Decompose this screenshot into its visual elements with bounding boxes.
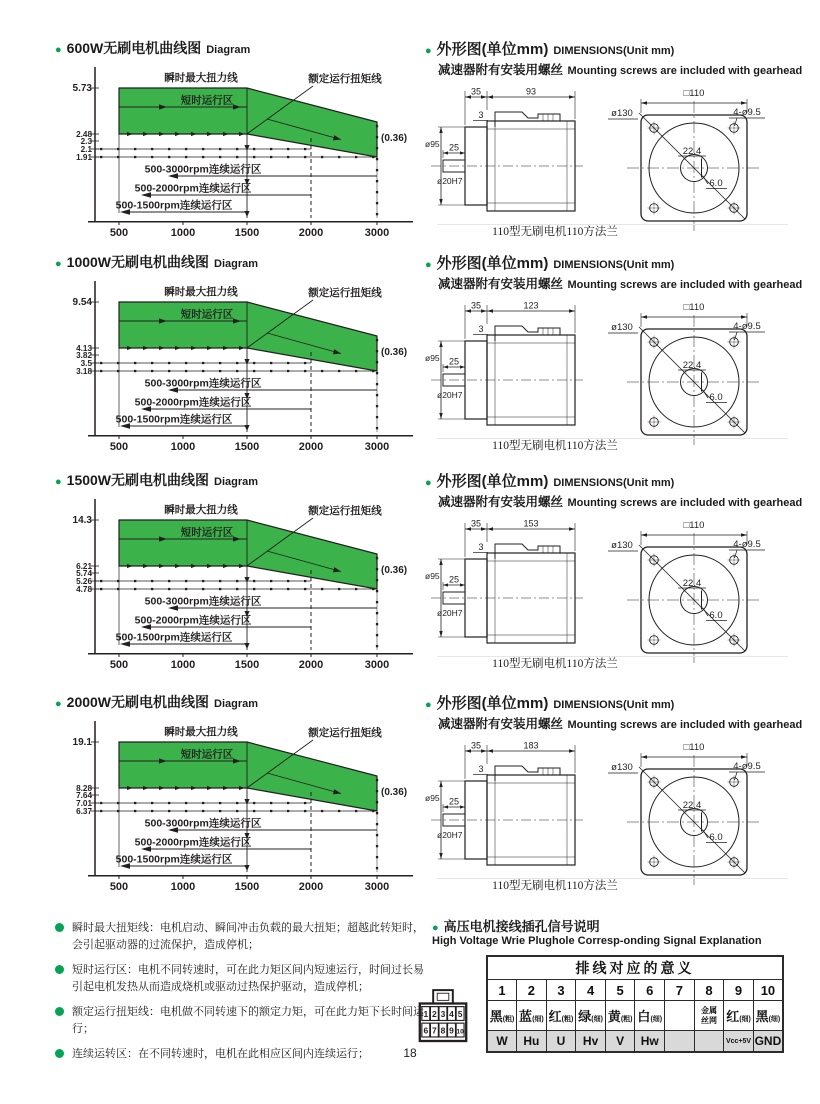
dimensions-title-en: DIMENSIONS(Unit mm) [553, 259, 675, 271]
x-axis-tick-label: 3000 [364, 659, 390, 671]
chart-title: 2000W无刷电机曲线图 [66, 694, 210, 710]
dimensions-block [425, 470, 803, 675]
dimensions-title-en: DIMENSIONS(Unit mm) [553, 699, 675, 711]
y-axis-level-label: 5.74 [76, 568, 92, 578]
signal-cell: W [487, 1031, 517, 1053]
dim-bolt-circle: ø130 [611, 540, 633, 551]
green-bullet-icon: ● [425, 699, 432, 711]
chart-title: 600W无刷电机曲线图 [66, 40, 202, 56]
pin-number-cell: 1 [487, 980, 517, 1001]
chart-section-header [55, 692, 420, 712]
y-axis-level-label: 3.5 [80, 358, 92, 368]
dim-shaft-length: 25 [448, 796, 460, 807]
chart-title: 1500W无刷电机曲线图 [66, 472, 210, 488]
dim-plate: 3 [478, 542, 484, 552]
y-axis-level-label: 6.37 [76, 806, 92, 816]
rated-torque-label: 额定运行扭矩线 [308, 287, 382, 299]
wire-color-text: 黑 [755, 1009, 769, 1024]
pin-number-cell: 10 [753, 980, 783, 1001]
signal-table [486, 955, 784, 1053]
x-axis-tick-label: 1500 [234, 881, 260, 893]
zone-label: 500-2000rpm连续运行区 [134, 182, 252, 195]
y-axis-level-label: 2.3 [80, 136, 92, 146]
y-axis-peak-label: 5.73 [72, 83, 92, 94]
y-axis-level-label: 8.28 [76, 783, 92, 793]
note-item [55, 962, 431, 995]
chart-title-en: Diagram [214, 476, 259, 488]
chart-block [55, 38, 420, 243]
dim-key-depth: 6.0 [709, 610, 723, 621]
wire-size-text: (细) [739, 1016, 751, 1023]
signal-cell: V [605, 1031, 635, 1053]
chart-section-header [55, 252, 420, 272]
x-axis-tick-label: 500 [109, 441, 129, 453]
dim-flange-square: □110 [683, 88, 705, 99]
dim-bolt-circle: ø130 [611, 322, 633, 333]
dimension-drawing [425, 297, 785, 447]
signal-cell: Hw [635, 1031, 665, 1053]
drawing-caption: 110型无刷电机110方法兰 [492, 440, 618, 452]
dim-mount-holes: 4-ø9.5 [733, 107, 761, 118]
wire-color-text: 红 [726, 1009, 740, 1024]
y-axis-level-label: 3.82 [76, 350, 92, 360]
note-item [55, 1004, 431, 1037]
dimension-drawing [425, 515, 785, 665]
chart-title-en: Diagram [206, 44, 251, 56]
green-bullet-icon: ● [55, 476, 62, 488]
dimensions-subtitle-cn: 减速器附有安装用螺丝 [438, 495, 564, 509]
zone-label: 500-3000rpm连续运行区 [144, 163, 262, 176]
signal-cell: GND [753, 1031, 783, 1053]
y-axis-level-label: 4.78 [76, 584, 92, 594]
dim-motor-length: 93 [525, 86, 537, 97]
table-title-row [487, 956, 783, 980]
section-row [55, 470, 803, 675]
dimensions-title: 外形图(单位mm) [436, 695, 549, 712]
wire-color-text: 绿 [578, 1009, 592, 1024]
dim-body-diameter: ø95 [425, 793, 440, 803]
signal-title-en: High Voltage Wrie Plughole Corresp-onding Signal Explanation [432, 935, 762, 947]
dimensions-subtitle-en: Mounting screws are included with gearhead [567, 65, 803, 77]
dim-mount-holes: 4-ø9.5 [733, 761, 761, 772]
pin-number-cell: 5 [605, 980, 635, 1001]
torque-speed-chart [55, 61, 420, 243]
x-axis-tick-label: 3000 [364, 881, 390, 893]
pin-number-cell: 6 [635, 980, 665, 1001]
dim-gear-length: 35 [470, 518, 482, 529]
y-axis-level-label: 2.48 [76, 129, 92, 139]
wire-color-cell [694, 1001, 724, 1031]
signal-section [418, 916, 798, 1053]
zone-label: 500-3000rpm连续运行区 [144, 595, 262, 608]
short-time-zone-label: 短时运行区 [180, 308, 234, 321]
x-axis-tick-label: 3000 [364, 441, 390, 453]
dimensions-block [425, 38, 803, 243]
x-axis-tick-label: 500 [109, 881, 129, 893]
signal-table-body [487, 956, 783, 1052]
wire-color-cell [576, 1001, 606, 1031]
green-bullet-icon: ● [55, 258, 62, 270]
dim-flange-square: □110 [683, 302, 705, 313]
pin-number-row [487, 980, 783, 1001]
dim-gear-length: 35 [470, 740, 482, 751]
chart-block [55, 470, 420, 675]
wire-color-cell [635, 1001, 665, 1031]
dimensions-subtitle-cn: 减速器附有安装用螺丝 [438, 277, 564, 291]
dim-gear-length: 35 [470, 86, 482, 97]
signal-cell: Hu [517, 1031, 547, 1053]
dimensions-subtitle [438, 274, 803, 293]
chart-section-header [55, 38, 420, 58]
dim-motor-length: 153 [523, 518, 539, 529]
dim-key-depth: 6.0 [709, 392, 723, 403]
y-axis-level-label: 2.1 [80, 144, 92, 154]
dimensions-subtitle-en: Mounting screws are included with gearhead [567, 719, 803, 731]
dimensions-subtitle [438, 60, 803, 79]
x-axis-tick-label: 2000 [298, 659, 324, 671]
pin-number-cell: 9 [724, 980, 754, 1001]
green-bullet-icon: ● [425, 259, 432, 271]
wire-color-text: 黄 [607, 1009, 621, 1024]
x-axis-tick-label: 2000 [298, 227, 324, 239]
wire-size-text: (粗) [620, 1016, 633, 1023]
x-axis-tick-label: 1500 [234, 227, 260, 239]
dim-flange-square: □110 [683, 520, 705, 531]
signal-table-wrap [418, 955, 798, 1053]
green-bullet-icon: ● [425, 45, 432, 57]
signal-cell: U [546, 1031, 576, 1053]
dimensions-title: 外形图(单位mm) [436, 41, 549, 58]
dimensions-title: 外形图(单位mm) [436, 473, 549, 490]
connector-pin-number: 2 [432, 1008, 437, 1019]
wire-color-cell [665, 1001, 695, 1031]
dimensions-subtitle-en: Mounting screws are included with gearhead [567, 497, 803, 509]
dim-motor-length: 123 [523, 300, 539, 311]
green-bullet-icon: ● [425, 477, 432, 489]
signal-header [432, 916, 798, 935]
zone-label: 500-2000rpm连续运行区 [134, 836, 252, 849]
connector-pin-number: 4 [449, 1008, 454, 1019]
dim-body-diameter: ø95 [425, 139, 440, 149]
wire-color-text: 蓝 [519, 1009, 533, 1024]
dimensions-block [425, 692, 803, 897]
dim-key: 22.4 [682, 578, 702, 589]
wire-color-cell [546, 1001, 576, 1031]
dim-body-diameter: ø95 [425, 571, 440, 581]
dim-shaft-diameter: ø20H7 [437, 608, 463, 618]
zone-label: 500-1500rpm连续运行区 [115, 199, 233, 212]
drawing-caption: 110型无刷电机110方法兰 [492, 658, 618, 670]
zone-label: 500-3000rpm连续运行区 [144, 817, 262, 830]
wire-size-text: (细) [591, 1016, 603, 1023]
max-torque-label: 瞬时最大扭力线 [164, 72, 238, 84]
pin-number-cell: 4 [576, 980, 606, 1001]
wire-size-text: (细) [532, 1016, 544, 1023]
connector-plug-icon [418, 988, 468, 1044]
wire-color-cell [487, 1001, 517, 1031]
dimensions-header [425, 692, 790, 713]
y-axis-level-label: 5.26 [76, 576, 92, 586]
wire-color-text: 金属丝网 [700, 1006, 717, 1025]
chart-section-header [55, 470, 420, 490]
wire-size-text: (粗) [561, 1016, 574, 1023]
pin-number-cell: 3 [546, 980, 576, 1001]
section-row [55, 692, 803, 897]
section-separator [437, 878, 788, 879]
dimensions-title-en: DIMENSIONS(Unit mm) [553, 45, 675, 57]
dimensions-header [425, 252, 790, 273]
y-axis-peak-label: 14.3 [72, 515, 92, 526]
dimension-drawing [425, 737, 785, 887]
note-text: 短时运行区：电机不同转速时，可在此力矩区间内短速运行，时间过长易引起电机发热从而造成烧机或驱动过热保护驱动，造成停机； [72, 964, 424, 993]
section-separator [437, 224, 788, 225]
wire-size-text: (细) [650, 1016, 663, 1023]
rated-torque-label: 额定运行扭矩线 [308, 727, 382, 739]
dimensions-subtitle [438, 492, 803, 511]
connector-pin-number: 8 [440, 1025, 446, 1036]
dimensions-block [425, 252, 803, 457]
dim-key-depth: 6.0 [709, 178, 723, 189]
y-axis-peak-label: 9.54 [72, 297, 92, 308]
dim-motor-length: 183 [523, 740, 539, 751]
rated-torque-label: 额定运行扭矩线 [308, 73, 382, 85]
connector-pin-number: 5 [457, 1008, 463, 1019]
chart-title-en: Diagram [214, 258, 259, 270]
note-text: 额定运行扭矩线：电机做不同转速下的额定力矩，可在此力矩下长时间运行； [72, 1006, 424, 1035]
zone-label: 500-2000rpm连续运行区 [134, 614, 252, 627]
chart-block [55, 692, 420, 897]
dim-key: 22.4 [682, 146, 702, 157]
y-axis-level-label: 6.21 [76, 561, 92, 571]
section-row [55, 38, 803, 243]
zone-label: 500-2000rpm连续运行区 [134, 396, 252, 409]
x-axis-tick-label: 1000 [170, 441, 196, 453]
dim-plate: 3 [478, 324, 484, 334]
y-axis-level-label: 1.91 [76, 152, 92, 162]
dimension-drawing [425, 83, 785, 233]
pin-number-cell: 7 [665, 980, 695, 1001]
torque-speed-chart [55, 715, 420, 897]
dimensions-subtitle-cn: 减速器附有安装用螺丝 [438, 717, 564, 731]
green-bullet-icon: ● [55, 44, 62, 56]
drawing-caption: 110型无刷电机110方法兰 [492, 226, 618, 238]
dim-mount-holes: 4-ø9.5 [733, 539, 761, 550]
dimensions-title: 外形图(单位mm) [436, 255, 549, 272]
wire-color-text: 白 [637, 1009, 651, 1024]
dim-shaft-length: 25 [448, 142, 460, 153]
connector-pin-number: 6 [423, 1025, 429, 1036]
dimensions-title-en: DIMENSIONS(Unit mm) [553, 477, 675, 489]
signal-title: 高压电机接线插孔信号说明 [443, 919, 600, 934]
table-title: 排线对应的意义 [487, 956, 783, 980]
wire-color-cell [605, 1001, 635, 1031]
x-axis-tick-label: 1500 [234, 659, 260, 671]
dim-key-depth: 6.0 [709, 832, 723, 843]
pin-number-cell: 2 [517, 980, 547, 1001]
wire-color-text: 黑 [489, 1009, 503, 1024]
torque-speed-chart [55, 275, 420, 457]
short-time-zone-label: 短时运行区 [180, 94, 234, 107]
dim-bolt-circle: ø130 [611, 762, 633, 773]
end-torque-label: (0.36) [381, 787, 408, 798]
note-bullet-icon [55, 1007, 64, 1016]
dim-flange-square: □110 [683, 742, 705, 753]
dim-shaft-diameter: ø20H7 [437, 176, 463, 186]
x-axis-tick-label: 1000 [170, 227, 196, 239]
dim-bolt-circle: ø130 [611, 108, 633, 119]
wire-color-cell [517, 1001, 547, 1031]
dimensions-header [425, 38, 790, 59]
zone-label: 500-1500rpm连续运行区 [115, 853, 233, 866]
dim-mount-holes: 4-ø9.5 [733, 321, 761, 332]
wire-color-text: 红 [548, 1009, 562, 1024]
wire-color-row [487, 1001, 783, 1031]
dim-shaft-diameter: ø20H7 [437, 830, 463, 840]
dimensions-header [425, 470, 790, 491]
connector-pin-number: 9 [449, 1025, 454, 1036]
signal-cell: Hv [576, 1031, 606, 1053]
drawing-caption: 110型无刷电机110方法兰 [492, 880, 618, 892]
dim-key: 22.4 [682, 360, 702, 371]
connector-pin-number: 10 [456, 1028, 464, 1036]
wire-color-cell [724, 1001, 754, 1031]
connector-plug [418, 988, 468, 1044]
zone-label: 500-3000rpm连续运行区 [144, 377, 262, 390]
dim-shaft-length: 25 [448, 356, 460, 367]
pin-number-cell: 8 [694, 980, 724, 1001]
chart-block [55, 252, 420, 457]
chart-title-en: Diagram [214, 698, 259, 710]
dim-key: 22.4 [682, 800, 702, 811]
end-torque-label: (0.36) [381, 133, 408, 144]
x-axis-tick-label: 1000 [170, 659, 196, 671]
x-axis-tick-label: 500 [109, 659, 129, 671]
note-text: 瞬时最大扭矩线：电机启动、瞬间冲击负载的最大扭矩；超越此转矩时，会引起驱动器的过流保护，造成停机； [72, 922, 424, 951]
page-number: 18 [403, 1046, 417, 1060]
dim-gear-length: 35 [470, 300, 482, 311]
zone-label: 500-1500rpm连续运行区 [115, 413, 233, 426]
y-axis-level-label: 4.13 [76, 343, 92, 353]
y-axis-level-label: 7.01 [76, 798, 92, 808]
y-axis-peak-label: 19.1 [72, 737, 92, 748]
section-row [55, 252, 803, 457]
max-torque-label: 瞬时最大扭力线 [164, 286, 238, 298]
green-bullet-icon: ● [432, 922, 439, 934]
connector-pin-number: 7 [432, 1025, 437, 1036]
signal-cell: Vcc+5V [724, 1031, 754, 1053]
chart-title: 1000W无刷电机曲线图 [66, 254, 210, 270]
x-axis-tick-label: 500 [109, 227, 129, 239]
short-time-zone-label: 短时运行区 [180, 526, 234, 539]
x-axis-tick-label: 1500 [234, 441, 260, 453]
wire-color-cell [753, 1001, 783, 1031]
max-torque-label: 瞬时最大扭力线 [164, 504, 238, 516]
connector-pin-number: 1 [423, 1008, 429, 1019]
green-bullet-icon: ● [55, 698, 62, 710]
x-axis-tick-label: 2000 [298, 441, 324, 453]
note-item [55, 920, 431, 953]
max-torque-label: 瞬时最大扭力线 [164, 726, 238, 738]
x-axis-tick-label: 1000 [170, 881, 196, 893]
dim-shaft-length: 25 [448, 574, 460, 585]
dimensions-subtitle-cn: 减速器附有安装用螺丝 [438, 63, 564, 77]
note-bullet-icon [55, 965, 64, 974]
zone-label: 500-1500rpm连续运行区 [115, 631, 233, 644]
x-axis-tick-label: 2000 [298, 881, 324, 893]
note-text: 连续运转区：在不同转速时，电机在此相应区间内连续运行； [72, 1048, 369, 1060]
end-torque-label: (0.36) [381, 565, 408, 576]
section-separator [437, 438, 788, 439]
end-torque-label: (0.36) [381, 347, 408, 358]
torque-speed-chart [55, 493, 420, 675]
note-bullet-icon [55, 923, 64, 932]
dim-body-diameter: ø95 [425, 353, 440, 363]
connector-pin-number: 3 [440, 1008, 446, 1019]
section-separator [437, 656, 788, 657]
short-time-zone-label: 短时运行区 [180, 748, 234, 761]
rated-torque-label: 额定运行扭矩线 [308, 505, 382, 517]
wire-size-text: (粗) [502, 1016, 515, 1023]
dimensions-subtitle [438, 714, 803, 733]
dim-plate: 3 [478, 110, 484, 120]
dim-plate: 3 [478, 764, 484, 774]
y-axis-level-label: 3.18 [76, 366, 92, 376]
wire-size-text: (细) [768, 1016, 781, 1023]
y-axis-level-label: 7.64 [76, 790, 92, 800]
dimensions-subtitle-en: Mounting screws are included with gearhead [567, 279, 803, 291]
x-axis-tick-label: 3000 [364, 227, 390, 239]
dim-shaft-diameter: ø20H7 [437, 390, 463, 400]
